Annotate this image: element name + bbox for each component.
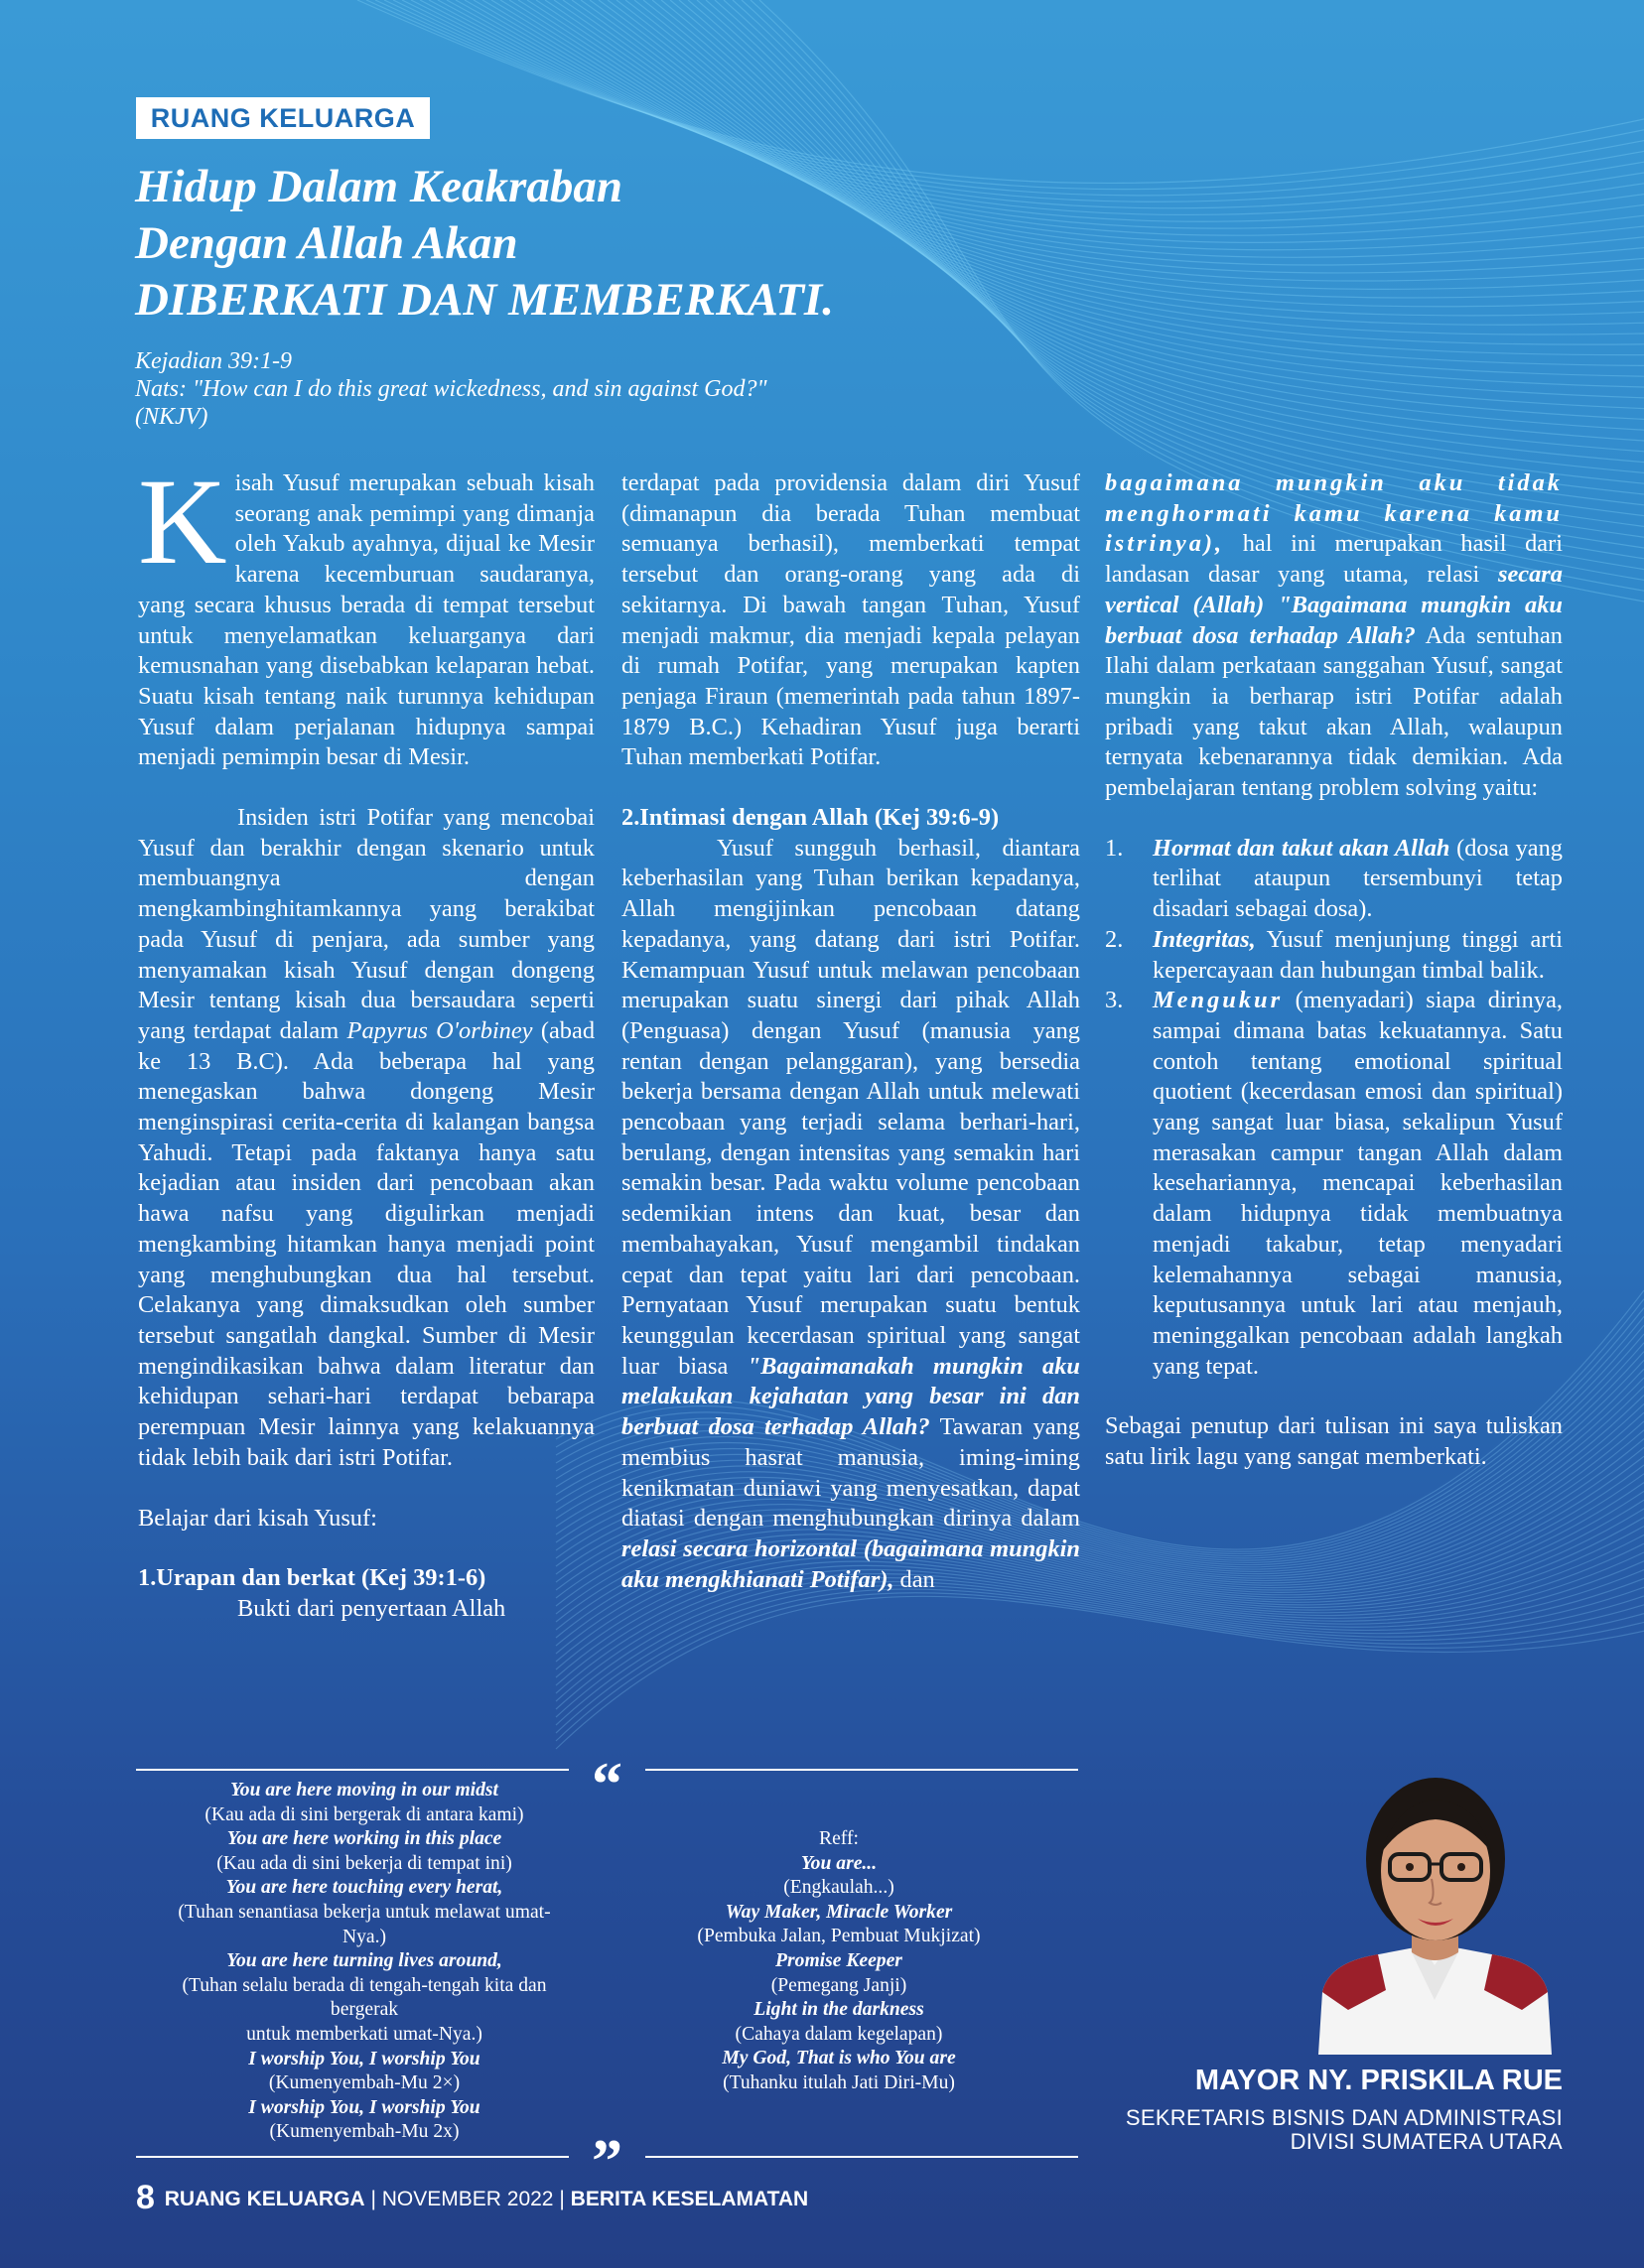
- wave-line: [556, 1596, 1644, 1749]
- list-item: [1105, 925, 1563, 986]
- lyric-line: (Kumenyembah-Mu 2x): [269, 2121, 460, 2143]
- emphasis-text: relasi secara horizontal (bagaimana mungkin aku mengkhianati Potifar),: [621, 1534, 1080, 1593]
- divider: [645, 1769, 1078, 1771]
- title-line: DIBERKATI DAN MEMBERKATI.: [135, 274, 834, 326]
- lyric-line: I worship You, I worship You: [248, 2048, 480, 2069]
- lyric-line: Way Maker, Miracle Worker: [725, 1901, 953, 1923]
- lyric-line: You are here moving in our midst: [230, 1780, 498, 1801]
- author-photo: [1308, 1762, 1562, 2055]
- article-column-1: [138, 454, 596, 1625]
- author-role: [1062, 2106, 1563, 2154]
- list-item-text: (dosa yang terlihat ataupun tersembunyi tetap disadari sebagai dosa).: [1153, 834, 1563, 923]
- lyric-line: You are...: [800, 1852, 878, 1874]
- paragraph: [1105, 468, 1563, 804]
- lyric-line: untuk memberkati umat-Nya.): [246, 2023, 482, 2045]
- page-footer: [136, 2180, 808, 2217]
- list-item-title: Integritas,: [1153, 925, 1256, 953]
- scripture-nats: Nats: "How can I do this great wickedness, and sin against God?": [135, 376, 767, 402]
- lyric-line: (Kau ada di sini bekerja di tempat ini): [216, 1852, 512, 1874]
- closing-paragraph: Sebagai penutup dari tulisan ini saya tuliskan satu lirik lagu yang sangat memberkati.: [1105, 1412, 1563, 1471]
- title-line: Hidup Dalam Keakraban: [135, 161, 622, 212]
- list-number: 2.: [1105, 925, 1124, 953]
- lyric-line: Promise Keeper: [775, 1949, 902, 1971]
- paragraph-text: isah Yusuf merupakan sebuah kisah seorang anak pemimpi yang dimanja oleh Yakub ayahnya, dijual ke Mesir karena kecemburuan saudaranya, yang secara khusus berada di tempat tersebut untuk menyelamatkan keluarganya dari kemusnahan yang disebabkan kelaparan hebat. Suatu kisah tentang naik turunnya kehidupan Yusuf dalam perjalanan hidupnya sampai menjadi pemimpin besar di Mesir.: [138, 469, 595, 771]
- lyric-line: My God, That is who You are: [722, 2048, 956, 2069]
- lyric-line: Nya.): [342, 1926, 387, 1947]
- paragraph-text: (abad ke 13 B.C). Ada beberapa hal yang menegaskan bahwa dongeng Mesir menginspirasi cerita-cerita di kalangan bangsa Yahudi. Tetapi pada faktanya hanya satu kejadian atau insiden dari pencobaan akan hawa nafsu yang digulirkan menjadi mengkambing hitamkan hanya menjadi point yang menghubungkan dua hal tersebut. Celakanya yang dimaksudkan oleh sumber tersebut sangatlah dangkal. Sumber di Mesir mengindikasikan bahwa dalam literatur dan kehidupan sehari-hari terdapat bebarapa perempuan Mesir lainnya yang kelakuannya tidak lebih baik dari istri Potifar.: [138, 1016, 596, 1471]
- scripture-version: (NKJV): [135, 404, 208, 430]
- list-item-title: Mengukur: [1153, 987, 1284, 1014]
- article-column-3: [1105, 468, 1563, 1473]
- emphasis-text: bagaimana mungkin aku tidak menghormati kamu karena kamu istrinya),: [1105, 469, 1563, 558]
- author-role-line: DIVISI SUMATERA UTARA: [1290, 2129, 1563, 2154]
- close-quote-icon: ”: [592, 2128, 622, 2196]
- paragraph: Belajar dari kisah Yusuf:: [138, 1504, 377, 1532]
- emphasis-text: secara vertical (Allah) "Bagaimana mungkin aku berbuat dosa terhadap Allah?: [1105, 561, 1563, 649]
- lyric-line: bergerak: [330, 1999, 399, 2021]
- lyric-line: You are here touching every herat,: [225, 1877, 503, 1899]
- scripture-ref: Kejadian 39:1-9: [135, 348, 292, 374]
- lesson-list: [1105, 834, 1563, 1383]
- author-role-line: SEKRETARIS BISNIS DAN ADMINISTRASI: [1125, 2105, 1563, 2130]
- lyric-line: Reff:: [819, 1828, 859, 1849]
- footer-separator: |: [370, 2188, 376, 2210]
- lyric-line: (Tuhan selalu berada di tengah-tengah kita dan: [182, 1974, 547, 1996]
- lyric-line: I worship You, I worship You: [248, 2096, 480, 2118]
- list-number: 1.: [1105, 834, 1124, 862]
- divider: [136, 1769, 569, 1771]
- drop-cap: K: [138, 454, 227, 590]
- lyrics-right: [616, 1827, 1062, 2096]
- list-number: 3.: [1105, 987, 1124, 1014]
- author-name: MAYOR NY. PRISKILA RUE: [1194, 2065, 1563, 2096]
- lyric-line: (Kau ada di sini bergerak di antara kami): [205, 1803, 524, 1825]
- paragraph: [138, 803, 595, 1473]
- footer-publication: BERITA KESELAMATAN: [570, 2188, 809, 2210]
- wave-line: [556, 1593, 1644, 1741]
- section-tag: RUANG KELUARGA: [136, 97, 430, 139]
- paragraph-text: Ada sentuhan Ilahi dalam perkataan sanggahan Yusuf, sangat mungkin ia berharap istri Potifar adalah pribadi yang takut akan Allah, walaupun ternyata kebenarannya tidak demikian. Ada pembelajaran tentang problem solving yaitu:: [1105, 621, 1563, 802]
- list-item: [1105, 834, 1563, 925]
- footer-issue: NOVEMBER 2022: [381, 2188, 554, 2210]
- page-number: 8: [136, 2179, 155, 2216]
- lyric-line: (Pembuka Jalan, Pembuat Mukjizat): [697, 1926, 981, 1947]
- lyric-line: (Pemegang Janji): [770, 1974, 907, 1996]
- paragraph-text: dan: [893, 1565, 935, 1593]
- paragraph-text: hal ini merupakan hasil dari landasan dasar yang utama, relasi: [1105, 530, 1563, 589]
- lyric-line: You are here turning lives around,: [226, 1950, 502, 1972]
- lyric-line: (Kumenyembah-Mu 2×): [268, 2072, 461, 2094]
- footer-section: RUANG KELUARGA: [164, 2188, 365, 2210]
- list-item-text: Yusuf menjunjung tinggi arti kepercayaan dan hubungan timbal balik.: [1153, 925, 1563, 984]
- paragraph-text: Tawaran yang membius hasrat manusia, iming-iming kenikmatan duniawi yang menyesatkan, dapat diatasi dengan menghubungkan dirinya dalam: [621, 1413, 1080, 1533]
- article-column-2: [621, 468, 1080, 1595]
- paragraph: [138, 454, 595, 773]
- wave-line: [357, 0, 1644, 183]
- lyrics-left: [136, 1779, 593, 2145]
- paragraph: [621, 834, 1080, 1596]
- section-heading: 2.Intimasi dengan Allah (Kej 39:6-9): [621, 804, 1000, 832]
- wave-line: [556, 1581, 1644, 1717]
- open-quote-icon: “: [592, 1751, 622, 1818]
- list-item: [1105, 986, 1563, 1382]
- lyric-line: (Engkaulah...): [783, 1877, 894, 1899]
- paragraph: terdapat pada providensia dalam diri Yusuf (dimanapun dia berada Tuhan membuat semuanya berhasil), memberkati tempat tersebut dan orang-orang yang ada di sekitarnya. Di bawah tangan Tuhan, Yusuf menjadi makmur, dia menjadi kepala pelayan di rumah Potifar, yang merupakan kapten penjaga Firaun (memerintah pada tahun 1897-1879 B.C.) Kehadiran Yusuf juga berarti Tuhan memberkati Potifar.: [621, 469, 1080, 771]
- lyric-line: You are here working in this place: [226, 1828, 502, 1850]
- emphasis-text: "Bagaimanakah mungkin aku melakukan kejahatan yang besar ini dan berbuat dosa terhadap Allah?: [621, 1352, 1080, 1441]
- lyric-line: (Tuhanku itulah Jati Diri-Mu): [723, 2071, 955, 2093]
- scripture-reference: [135, 347, 979, 431]
- list-item-text: (menyadari) siapa dirinya, sampai dimana batas kekuatannya. Satu contoh tentang emotional spiritual quotient (kecerdasan emosi dan spiritual) yang sangat luar biasa, sekalipun Yusuf merasakan campur tangan Allah dalam kesehariannya, mencapai keberhasilan dalam hidupnya tidak membuatnya menjadi takabur, tetap menyadari kelemahannya sebagai manusia, keputusannya untuk lari atau menjauh, meninggalkan pencobaan adalah langkah yang tepat.: [1153, 987, 1563, 1380]
- paragraph: Bukti dari penyertaan Allah: [237, 1594, 506, 1622]
- divider: [136, 2156, 569, 2158]
- article-title: [135, 159, 1028, 329]
- wave-line: [556, 1589, 1644, 1733]
- divider: [645, 2156, 1078, 2158]
- lyric-line: (Tuhan senantiasa bekerja untuk melawat umat-: [178, 1901, 551, 1923]
- paragraph-text: Insiden istri Potifar yang mencobai Yusuf dan berakhir dengan skenario untuk membuangnya dengan mengkambinghitamkannya yang berakibat pada Yusuf di penjara, ada sumber yang menyamakan kisah Yusuf dengan dongeng Mesir tentang kisah dua bersaudara seperti yang terdapat dalam: [138, 804, 595, 1044]
- lyric-line: Light in the darkness: [754, 1999, 924, 2021]
- paragraph-text: Yusuf sungguh berhasil, diantara keberhasilan yang Tuhan berikan kepadanya, Allah mengijinkan pencobaan datang kepadanya, yang datang dari istri Potifar. Kemampuan Yusuf untuk melawan pencobaan merupakan suatu sinergi dari pihak Allah (Penguasa) dengan Yusuf (manusia yang rentan dengan pelanggaran), yang bersedia bekerja bersama dengan Allah untuk melewati pencobaan yang terjadi selama berhari-hari, berulang, dengan intensitas yang semakin hari semakin besar. Pada waktu volume pencobaan sedemikian intens dan kuat, besar dan membahayakan, Yusuf mengambil tindakan cepat dan tepat yaitu lari dari pencobaan. Pernyataan Yusuf merupakan suatu bentuk keunggulan kecerdasan spiritual yang sangat luar biasa: [621, 834, 1080, 1380]
- lyric-line: (Cahaya dalam kegelapan): [735, 2023, 943, 2045]
- section-heading: 1.Urapan dan berkat (Kej 39:1-6): [138, 1564, 486, 1592]
- italic-title: Papyrus O'orbiney: [346, 1016, 533, 1044]
- wave-line: [556, 1578, 1644, 1709]
- footer-separator: |: [559, 2188, 565, 2210]
- list-item-title: Hormat dan takut akan Allah: [1153, 834, 1450, 862]
- title-line: Dengan Allah Akan: [135, 217, 518, 269]
- wave-line: [556, 1585, 1644, 1725]
